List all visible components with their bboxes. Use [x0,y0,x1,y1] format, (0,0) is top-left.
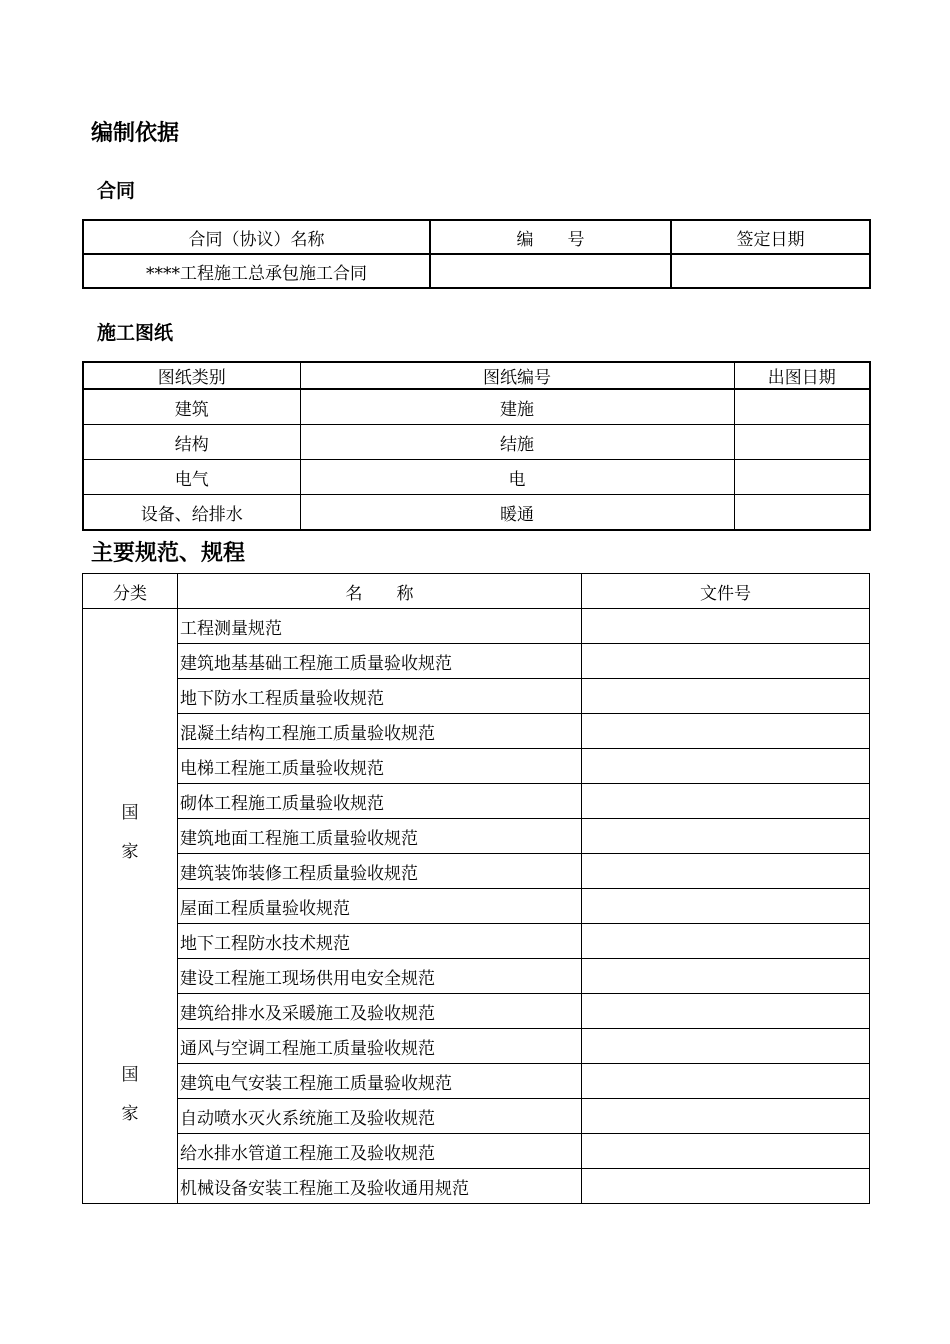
table-row [83,854,870,889]
standard-doc-cell [582,889,870,924]
contract-section-title: 合同 [97,180,136,202]
drawing-category-cell: 结构 [83,425,300,460]
table-row [83,924,870,959]
drawings-section-title: 施工图纸 [97,322,174,344]
standard-doc-cell [582,1064,870,1099]
standard-name-cell: 通风与空调工程施工质量验收规范 [178,1029,582,1064]
standard-doc-cell [582,784,870,819]
standard-doc-cell [582,1169,870,1204]
drawing-date-cell [734,495,870,531]
standard-doc-cell [582,644,870,679]
drawings-table [82,361,871,531]
contract-date-cell [671,254,870,288]
standard-name-cell: 屋面工程质量验收规范 [178,889,582,924]
drawing-number-cell: 暖通 [300,495,734,531]
column-header: 出图日期 [734,362,870,389]
table-row [83,1064,870,1099]
standard-doc-cell [582,1029,870,1064]
standard-doc-cell [582,924,870,959]
table-row [83,495,870,531]
table-row [83,1099,870,1134]
drawing-number-cell: 建施 [300,389,734,425]
column-header: 合同（协议）名称 [83,220,430,254]
table-row [83,959,870,994]
table-row [83,389,870,425]
drawing-number-cell: 结施 [300,425,734,460]
standard-name-cell: 给水排水管道工程施工及验收规范 [178,1134,582,1169]
category-label: 家 [121,842,139,862]
table-header-row [83,362,870,389]
table-row [83,1134,870,1169]
standard-name-cell: 地下工程防水技术规范 [178,924,582,959]
contract-name-cell: ****工程施工总承包施工合同 [83,254,430,288]
drawing-date-cell [734,389,870,425]
table-row [83,1029,870,1064]
standard-doc-cell [582,959,870,994]
table-row [83,460,870,495]
standard-name-cell: 建设工程施工现场供用电安全规范 [178,959,582,994]
table-row [83,1169,870,1204]
table-row [83,425,870,460]
standard-name-cell: 建筑给排水及采暖施工及验收规范 [178,994,582,1029]
standards-section-title: 主要规范、规程 [91,541,246,566]
drawing-date-cell [734,460,870,495]
table-row [83,749,870,784]
standards-table [82,573,870,1204]
standard-doc-cell [582,819,870,854]
column-header: 图纸类别 [83,362,300,389]
standard-name-cell: 混凝土结构工程施工质量验收规范 [178,714,582,749]
standard-doc-cell [582,854,870,889]
standard-name-cell: 地下防水工程质量验收规范 [178,679,582,714]
column-header: 分类 [83,574,178,609]
standard-doc-cell [582,749,870,784]
standard-name-cell: 建筑装饰装修工程质量验收规范 [178,854,582,889]
standard-doc-cell [582,679,870,714]
standard-name-cell: 工程测量规范 [178,609,582,644]
standard-doc-cell [582,1134,870,1169]
category-label: 国 [121,803,139,823]
drawing-category-cell: 电气 [83,460,300,495]
standard-doc-cell [582,714,870,749]
column-header: 编 号 [430,220,671,254]
standard-name-cell: 建筑电气安装工程施工质量验收规范 [178,1064,582,1099]
table-row [83,254,870,288]
standard-name-cell: 建筑地基基础工程施工质量验收规范 [178,644,582,679]
category-label: 国 [121,1065,139,1085]
drawing-category-cell: 建筑 [83,389,300,425]
table-row [83,819,870,854]
drawing-number-cell: 电 [300,460,734,495]
standard-name-cell: 电梯工程施工质量验收规范 [178,749,582,784]
standard-name-cell: 建筑地面工程施工质量验收规范 [178,819,582,854]
column-header: 图纸编号 [300,362,734,389]
contract-table [82,219,871,289]
standard-name-cell: 砌体工程施工质量验收规范 [178,784,582,819]
standard-name-cell: 自动喷水灭火系统施工及验收规范 [178,1099,582,1134]
column-header: 签定日期 [671,220,870,254]
standard-doc-cell [582,1099,870,1134]
column-header: 文件号 [582,574,870,609]
column-header: 名 称 [178,574,582,609]
table-row [83,994,870,1029]
category-label: 家 [121,1104,139,1124]
table-row [83,644,870,679]
main-heading: 编制依据 [91,121,180,146]
table-row [83,679,870,714]
drawing-category-cell: 设备、给排水 [83,495,300,531]
standard-name-cell: 机械设备安装工程施工及验收通用规范 [178,1169,582,1204]
standard-doc-cell [582,994,870,1029]
table-row [83,609,870,644]
contract-number-cell [430,254,671,288]
table-row [83,714,870,749]
table-row [83,784,870,819]
standard-doc-cell [582,609,870,644]
drawing-date-cell [734,425,870,460]
table-row [83,889,870,924]
table-header-row [83,220,870,254]
category-cell [83,609,178,1204]
table-header-row [83,574,870,609]
